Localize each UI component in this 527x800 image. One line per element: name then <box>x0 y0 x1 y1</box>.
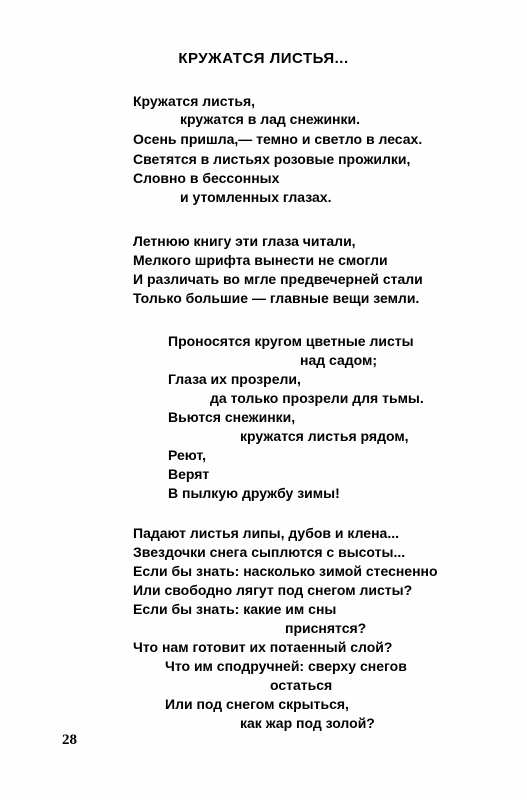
poem-title: КРУЖАТСЯ ЛИСТЬЯ... <box>178 50 349 67</box>
poem-line: приснятся? <box>285 620 367 636</box>
poem-line: Падают листья липы, дубов и клена... <box>133 525 399 541</box>
poem-line: и утомленных глазах. <box>180 189 332 205</box>
poem-line: И различать во мгле предвечерней стали <box>133 271 423 287</box>
poem-line: Кружатся листья, <box>133 93 256 109</box>
poem-line: Или под снегом скрыться, <box>165 696 349 712</box>
poem-line: Что нам готовит их потаенный слой? <box>133 639 393 655</box>
poem-line: Мелкого шрифта вынести не смогли <box>133 252 388 268</box>
page-number: 28 <box>62 732 77 748</box>
poem-line: да только прозрели для тьмы. <box>210 390 424 406</box>
poem-line: Летнюю книгу эти глаза читали, <box>133 233 356 249</box>
poem-line: Вьются снежинки, <box>168 409 296 425</box>
poem-line: Глаза их прозрели, <box>168 371 301 387</box>
poem-line: Светятся в листьях розовые прожилки, <box>133 151 411 167</box>
poem-line: Что им сподручней: сверху снегов <box>165 658 407 674</box>
poem-line: остаться <box>270 677 333 693</box>
poem-line: В пылкую дружбу зимы! <box>168 485 340 501</box>
poem-line: кружатся в лад снежинки. <box>180 111 361 127</box>
poem-line: кружатся листья рядом, <box>240 428 409 444</box>
poem-line: над садом; <box>300 352 378 368</box>
poem-line: Верят <box>168 466 210 482</box>
poem-line: Только большие — главные вещи земли. <box>133 290 420 306</box>
poem-line: Проносятся кругом цветные листы <box>168 333 414 349</box>
poem-line: Если бы знать: насколько зимой стесненно <box>133 563 438 579</box>
poem-line: как жар под золой? <box>240 715 375 731</box>
poem-line: Осень пришла,— темно и светло в лесах. <box>133 131 423 147</box>
poem-line: Звездочки снега сыплются с высоты... <box>133 544 406 560</box>
poem-line: Или свободно лягут под снегом листы? <box>133 582 413 598</box>
poem-line: Реют, <box>168 447 207 463</box>
poem-line: Словно в бессонных <box>133 170 280 186</box>
poem-line: Если бы знать: какие им сны <box>133 601 337 617</box>
